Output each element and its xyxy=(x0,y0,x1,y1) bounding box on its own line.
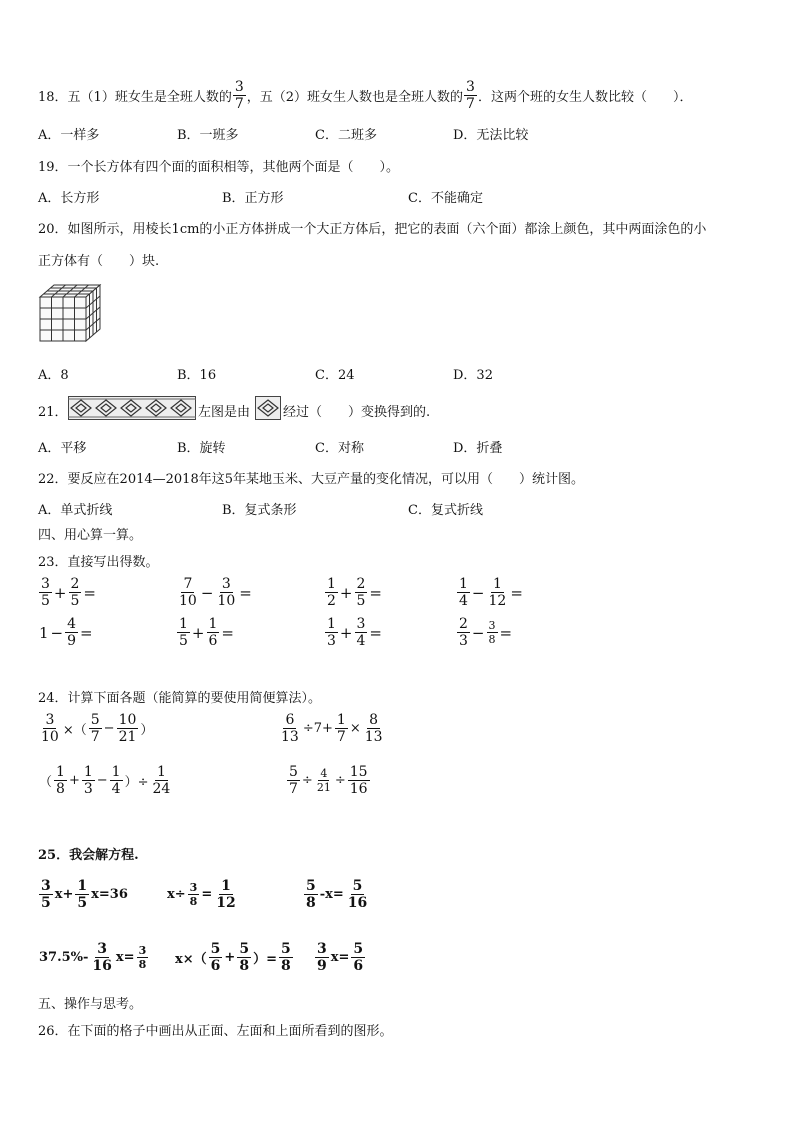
q20-option-d[interactable]: D．32 xyxy=(453,368,493,383)
q23-item: $\frac{1}{2}$ + $\frac{2}{5}$ = xyxy=(327,576,382,609)
q18-fraction-1: $\frac{3}{7}$ xyxy=(234,79,244,112)
q23-stem: 23．直接写出得数。 xyxy=(38,555,159,570)
q21-text-mid: 左图是由 xyxy=(198,405,251,420)
q21-option-b[interactable]: B．旋转 xyxy=(177,441,226,456)
q18-option-c[interactable]: C．二班多 xyxy=(315,128,377,143)
section-4-heading: 四、用心算一算。 xyxy=(38,528,143,543)
q20-option-b[interactable]: B．16 xyxy=(177,368,217,383)
q23-item: $\frac{1}{4}$ − $\frac{1}{12}$ = xyxy=(459,576,523,609)
q18-text-2: ，五（2）班女生人数也是全班人数的 xyxy=(246,90,464,105)
q19-option-c[interactable]: C．不能确定 xyxy=(408,191,483,206)
q25-equation-1: $\frac{3}{5}$ x+ $\frac{1}{5}$ x=36 xyxy=(41,878,128,911)
q21-option-d[interactable]: D．折叠 xyxy=(453,441,503,456)
q19-stem: 19．一个长方体有四个面的面积相等，其他两个面是（ ）。 xyxy=(38,160,400,175)
q25-equation-6: $\frac{3}{9}$ x= $\frac{5}{6}$ xyxy=(317,941,364,974)
q20-option-a[interactable]: A．8 xyxy=(38,368,69,383)
q23-item: $\frac{7}{10}$ − $\frac{3}{10}$ = xyxy=(179,576,252,609)
q18-option-b[interactable]: B．一班多 xyxy=(177,128,239,143)
q25-equation-3: $\frac{5}{8}$ -x= $\frac{5}{16}$ xyxy=(306,878,368,911)
q22-option-a[interactable]: A．单式折线 xyxy=(38,503,113,518)
q21-option-a[interactable]: A．平移 xyxy=(38,441,87,456)
q23-item: $\frac{2}{3}$ − $\frac{3}{8}$ = xyxy=(459,616,513,649)
q24-expression-3: （ $\frac{1}{8}$ + $\frac{1}{3}$ − $\frac{1}{4}$ ）÷ $\frac{1}{24}$ xyxy=(39,764,171,797)
q18-option-a[interactable]: A．一样多 xyxy=(38,128,100,143)
q22-option-c[interactable]: C．复式折线 xyxy=(408,503,483,518)
q20-stem-line2: 正方体有（ ）块. xyxy=(38,254,160,269)
q18-stem xyxy=(38,80,692,111)
section-5-heading: 五、操作与思考。 xyxy=(38,997,143,1012)
q18-fraction-2: $\frac{3}{7}$ xyxy=(466,79,475,112)
q22-stem: 22．要反应在2014—2018年这5年某地玉米、大豆产量的变化情况，可以用（ ）统计图。 xyxy=(38,472,584,487)
q25-equation-5: x×（ $\frac{5}{6}$ + $\frac{5}{8}$ ）= $\frac{5}{8}$ xyxy=(175,941,291,974)
q20-option-c[interactable]: C．24 xyxy=(315,368,355,383)
q21-option-c[interactable]: C．对称 xyxy=(315,441,364,456)
pattern-strip-figure xyxy=(68,396,196,420)
q18-text-3: ．这两个班的女生人数比较（ ）． xyxy=(477,90,693,105)
q18-option-d[interactable]: D．无法比较 xyxy=(453,128,529,143)
q26-stem: 26．在下面的格子中画出从正面、左面和上面所看到的图形。 xyxy=(38,1024,393,1039)
q21-text-tail: 经过（ ）变换得到的. xyxy=(283,405,431,420)
q24-expression-4: $\frac{5}{7}$ ÷ $\frac{4}{21}$ ÷ $\frac{15}{16}$ xyxy=(289,764,368,797)
q24-expression-1: $\frac{3}{10}$ ×（ $\frac{5}{7}$ − $\frac{10}{21}$ ） xyxy=(41,712,154,745)
q24-stem: 24．计算下面各题（能简算的要使用简便算法）。 xyxy=(38,691,322,706)
q19-option-b[interactable]: B．正方形 xyxy=(222,191,284,206)
q19-option-a[interactable]: A．长方形 xyxy=(38,191,100,206)
q22-option-b[interactable]: B．复式条形 xyxy=(222,503,297,518)
q23-item: $\frac{1}{3}$ + $\frac{3}{4}$ = xyxy=(327,616,382,649)
q23-item: 1 − $\frac{4}{9}$ = xyxy=(39,616,93,649)
pattern-unit-figure xyxy=(255,396,281,420)
q18-text-1: 18．五（1）班女生是全班人数的 xyxy=(38,90,232,105)
q24-expression-2: $\frac{6}{13}$ ÷7+ $\frac{1}{7}$ × $\frac{8}{13}$ xyxy=(281,712,383,745)
q23-item: $\frac{1}{5}$ + $\frac{1}{6}$ = xyxy=(179,616,234,649)
q25-equation-4: 37.5%- $\frac{3}{16}$ x= $\frac{3}{8}$ xyxy=(39,941,147,974)
q25-equation-2: x÷ $\frac{3}{8}$ = $\frac{1}{12}$ xyxy=(167,878,236,911)
q21-number: 21． xyxy=(38,405,68,420)
q20-stem-line1: 20．如图所示，用棱长1cm的小正方体拼成一个大正方体后，把它的表面（六个面）都涂上颜色，其中两面涂色的小 xyxy=(38,222,707,237)
q23-item: $\frac{3}{5}$ + $\frac{2}{5}$ = xyxy=(41,576,96,609)
q25-stem: 25．我会解方程. xyxy=(38,848,139,863)
cube-figure xyxy=(38,283,104,343)
